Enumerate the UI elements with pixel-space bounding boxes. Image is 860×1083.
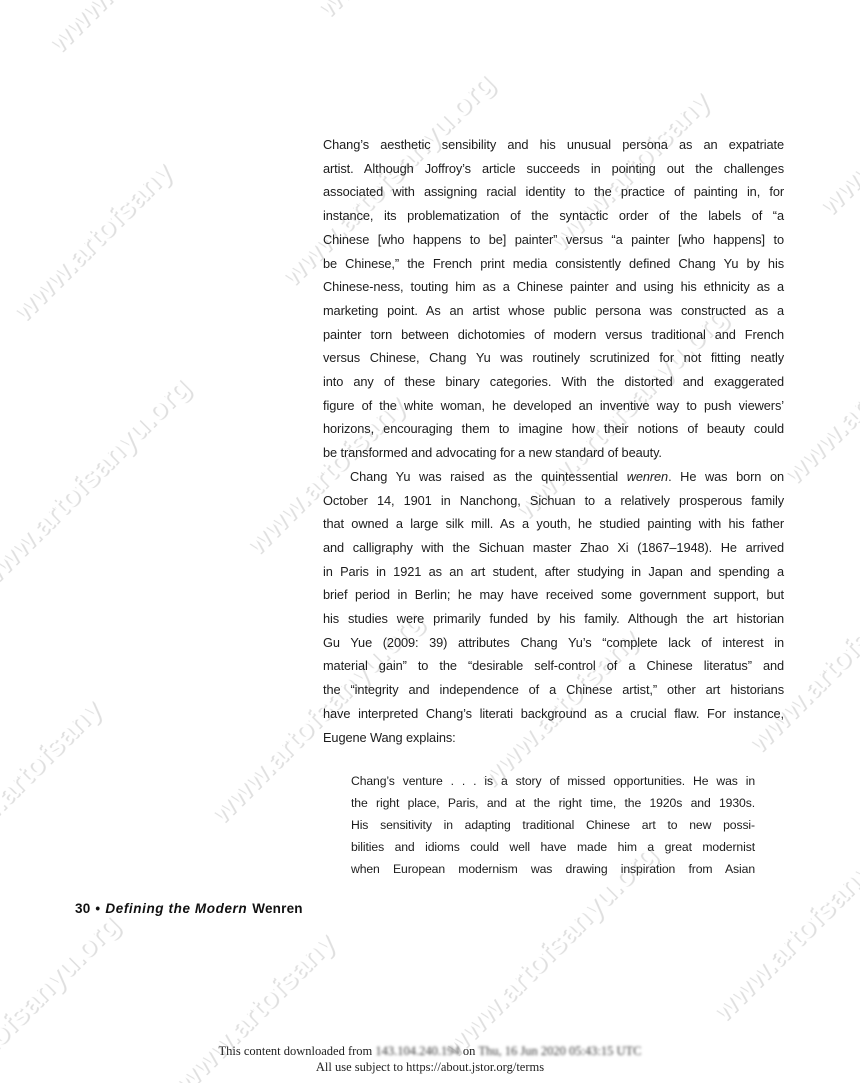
text-line: associated with assigning racial identity to the practice of painting in, for [323,184,784,200]
redacted-ip-address: 143.104.240.194 [375,1044,460,1058]
quote-line: His sensitivity in adapting traditional Chinese art to new possi- [351,818,755,833]
text-line: the “integrity and independence of a Chinese artist,” other art historians [323,682,784,698]
page-body-text [323,133,784,880]
text-line: October 14, 1901 in Nanchong, Sichuan to a relatively prosperous family [323,492,784,508]
text-line: Chinese [who happens to be] painter” versus “a painter [who happens] to [323,231,784,247]
text-line: his studies were primarily funded by his family. Although the art historian [323,611,784,627]
running-footer [75,901,303,916]
text-line: Eugene Wang explains: [323,729,456,745]
footer-separator-bullet: • [95,901,101,916]
on-word: on [462,1044,476,1058]
text-line: marketing point. As an artist whose public persona was constructed as a [323,302,784,318]
text-line: figure of the white woman, he developed an inventive way to push viewers’ [323,397,784,413]
page-number: 30 [75,901,91,916]
footer-title-wenren: Wenren [252,901,303,916]
quote-line: bilities and idioms could well have made him a great modernist [351,840,755,855]
text-line: into any of these binary categories. With the distorted and exaggerated [323,374,784,390]
text-line: brief period in Berlin; he may have received some government support, but [323,587,784,603]
text-line: horizons, encouraging them to imagine how their notions of beauty could [323,421,784,437]
text-line: have interpreted Chang’s literati background as a crucial flaw. For instance, [323,705,784,721]
text-line: in Paris in 1921 as an art student, after studying in Japan and spending a [323,563,784,579]
jstor-footer [0,1043,860,1075]
quote-line: the right place, Paris, and at the right time, the 1920s and 1930s. [351,796,755,811]
text-line: Chang’s aesthetic sensibility and his unusual persona as an expatriate [323,137,784,152]
text-line: instance, its problematization of the syntactic order of the labels of “a [323,208,784,224]
text-line: be Chinese,” the French print media consistently defined Chang Yu by his [323,255,784,271]
jstor-terms-line: All use subject to https://about.jstor.org/terms [315,1060,545,1074]
text-line: that owned a large silk mill. As a youth, he studied painting with his father [323,516,784,532]
redacted-timestamp: Thu, 16 Jun 2020 05:43:15 UTC [478,1044,642,1058]
quote-line: when European modernism was drawing inspiration from Asian [351,862,755,877]
text-line: Chinese-ness, touting him as a Chinese painter and using his ethnicity as a [323,279,784,295]
text-line: versus Chinese, Chang Yu was routinely scrutinized for not fitting neatly [323,350,784,366]
quote-line: Chang’s venture . . . is a story of missed opportunities. He was in [351,774,755,789]
jstor-download-line [0,1043,860,1059]
text-line: Chang Yu was raised as the quintessential wenren. He was born on [350,468,784,484]
download-prefix-text: This content downloaded from [218,1044,373,1058]
text-line: material gain” to the “desirable self-control of a Chinese literatus” and [323,658,784,674]
block-quote [351,770,755,880]
text-line: and calligraphy with the Sichuan master Zhao Xi (1867–1948). He arrived [323,539,784,555]
text-line: painter torn between dichotomies of modern versus traditional and French [323,326,784,342]
text-line: artist. Although Joffroy’s article succeeds in pointing out the challenges [323,160,784,176]
text-line: be transformed and advocating for a new standard of beauty. [323,445,662,461]
footer-title-italic: Defining the Modern [105,901,248,916]
text-line: Gu Yue (2009: 39) attributes Chang Yu’s “complete lack of interest in [323,634,784,650]
paragraphs-block [323,133,784,749]
